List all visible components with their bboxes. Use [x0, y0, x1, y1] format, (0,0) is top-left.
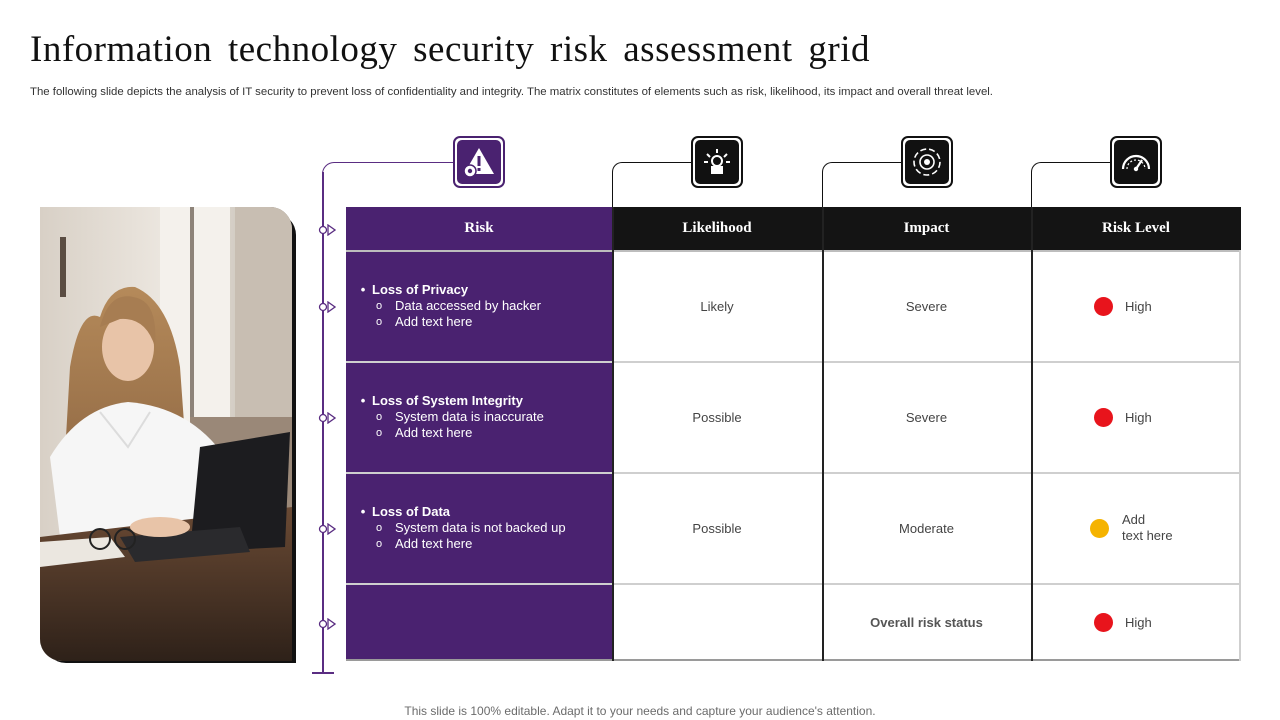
page-title: Information technology security risk assessment grid [30, 29, 871, 70]
risk-point: System data is not backed up [395, 520, 566, 535]
risk-title: Loss of Data [372, 504, 451, 519]
column-divider [1031, 207, 1033, 661]
risk-level-text: High [1125, 410, 1152, 425]
risk-cell-system-integrity: • Loss of System Integrity o System data is inaccurate o Add text here [360, 393, 544, 440]
connector-risk-level [1031, 162, 1111, 208]
overall-risk-level [1094, 613, 1152, 632]
risk-point: Add text here [395, 536, 473, 551]
header-risk: Risk [464, 220, 494, 236]
risk-level-high [1094, 297, 1152, 316]
status-dot-red [1094, 613, 1113, 632]
target-cycle-icon [910, 145, 944, 179]
likelihood-value: Likely [700, 299, 734, 314]
timeline-marker [318, 301, 336, 313]
table-bottom-border [346, 659, 1241, 661]
connector-likelihood [612, 162, 692, 208]
risk-level-high [1094, 408, 1152, 427]
risk-icon-box [453, 136, 505, 188]
status-dot-yellow [1090, 519, 1109, 538]
page-subtitle: The following slide depicts the analysis of IT security to prevent loss of confidentiality and integrity. The matrix constitutes of elements such as risk, likelihood, its impact and overall threat level. [30, 86, 993, 98]
status-dot-red [1094, 408, 1113, 427]
row-divider [346, 583, 1241, 585]
connector-impact [822, 162, 902, 208]
timeline-marker [318, 224, 336, 236]
risk-point: Data accessed by hacker [395, 298, 541, 313]
impact-value: Severe [905, 410, 948, 425]
risk-level-text: High [1125, 615, 1152, 630]
timeline-marker [318, 523, 336, 535]
risk-level-text: Add [1122, 512, 1146, 527]
timeline-marker [318, 618, 336, 630]
risk-level-icon-box [1110, 136, 1162, 188]
risk-point: Add text here [395, 425, 473, 440]
timeline-base [312, 672, 334, 674]
woman-at-laptop-photo [40, 207, 292, 661]
risk-level-moderate [1090, 512, 1173, 544]
connector-risk [322, 162, 454, 174]
risk-title: Loss of Privacy [372, 282, 469, 297]
status-dot-red [1094, 297, 1113, 316]
impact-value: Moderate [899, 521, 954, 536]
likelihood-icon-box [691, 136, 743, 188]
overall-risk-label: Overall risk status [870, 614, 983, 630]
table-right-border [1239, 250, 1241, 661]
risk-title: Loss of System Integrity [372, 393, 523, 408]
risk-point: Add text here [395, 314, 473, 329]
likelihood-value: Possible [692, 521, 742, 536]
risk-cell-privacy: • Loss of Privacy o Data accessed by hacker o Add text here [360, 282, 541, 329]
impact-icon-box [901, 136, 953, 188]
timeline-marker [318, 412, 336, 424]
footer-note: This slide is 100% editable. Adapt it to your needs and capture your audience's attention. [404, 704, 876, 718]
risk-level-text: text here [1122, 528, 1173, 543]
risk-point: System data is inaccurate [395, 409, 544, 424]
alert-beacon-icon [700, 145, 734, 179]
risk-assessment-table [346, 207, 1241, 661]
impact-value: Severe [905, 299, 948, 314]
risk-level-text: High [1125, 299, 1152, 314]
warning-gear-icon [462, 145, 496, 179]
header-likelihood: Likelihood [682, 220, 752, 236]
likelihood-value: Possible [692, 410, 742, 425]
risk-cell-data: • Loss of Data o System data is not backed up o Add text here [360, 504, 566, 551]
header-risk-level: Risk Level [1102, 220, 1170, 236]
speedometer-icon [1119, 145, 1153, 179]
header-impact: Impact [903, 220, 950, 236]
